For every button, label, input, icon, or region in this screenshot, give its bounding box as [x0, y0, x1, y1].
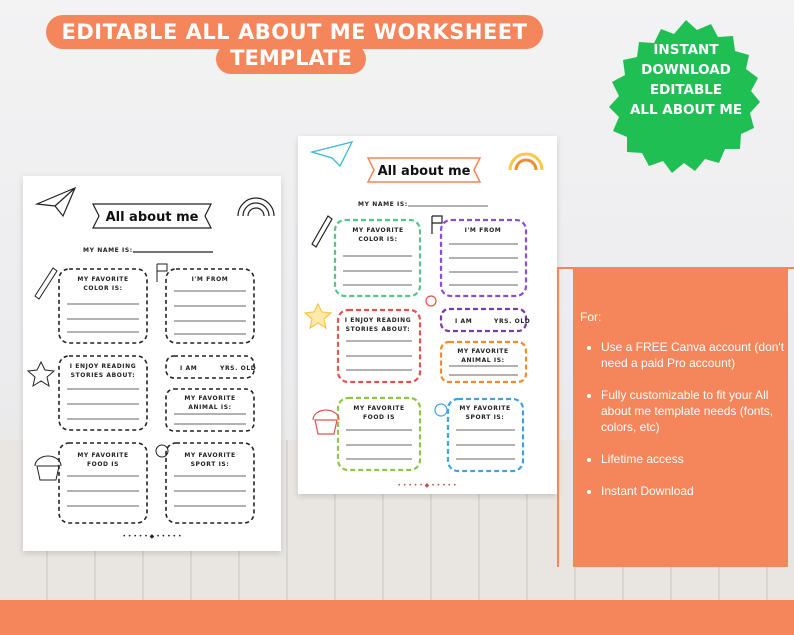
- info-heading: For:: [580, 310, 602, 324]
- crayon-icon: [35, 268, 57, 299]
- crayon-icon: [312, 216, 332, 247]
- cupcake-icon: [313, 410, 339, 434]
- feature-item: • Instant Download: [601, 483, 791, 499]
- reading-label-2-c: STORIES ABOUT:: [345, 326, 411, 333]
- name-label-color: MY NAME IS:: [358, 201, 408, 208]
- animal-label-2: ANIMAL IS:: [188, 404, 232, 411]
- name-label: MY NAME IS:: [83, 247, 133, 254]
- rainbow-icon: [238, 198, 274, 216]
- title-line-1: EDITABLE ALL ABOUT ME WORKSHEET: [61, 20, 528, 44]
- animal-label-2-c: ANIMAL IS:: [461, 357, 505, 364]
- sport-label-2-c: SPORT IS:: [465, 414, 505, 421]
- rainbow-icon: [510, 154, 542, 170]
- sheet-title: All about me: [105, 210, 199, 225]
- food-label-2: FOOD IS: [86, 461, 120, 468]
- badge-line-2: DOWNLOAD: [641, 62, 731, 78]
- sport-label-1: MY FAVORITE: [184, 452, 236, 459]
- divider-dots-color: • • • • • ◆ • • • • •: [397, 482, 457, 489]
- animal-label-1-c: MY FAVORITE: [457, 348, 509, 355]
- badge-line-3: EDITABLE: [649, 82, 723, 98]
- bottom-band: [0, 600, 794, 635]
- divider-dots: • • • • • ◆ • • • • •: [122, 533, 182, 540]
- cupcake-icon: [35, 456, 61, 480]
- badge-line-1: INSTANT: [653, 42, 719, 58]
- age-label-2: YRS. OLD: [220, 365, 257, 372]
- sport-label-2: SPORT IS:: [190, 461, 230, 468]
- age-label-1-c: I AM: [455, 318, 473, 325]
- food-label-2-c: FOOD IS: [362, 414, 396, 421]
- food-label-1-c: MY FAVORITE: [353, 405, 405, 412]
- medal-icon: [435, 404, 447, 416]
- badge-line-4: ALL ABOUT ME: [629, 102, 743, 118]
- title-line-2: TEMPLATE: [230, 46, 352, 70]
- balloons-icon: [426, 296, 436, 306]
- feature-item: • Fully customizable to fit your All about me template needs (fonts, colors, etc): [601, 387, 791, 435]
- worksheet-color-art: [298, 136, 557, 494]
- info-panel-frame-left: [557, 267, 559, 567]
- star-icon: [28, 362, 54, 386]
- title-banner-2: [216, 44, 366, 74]
- badge-text: [604, 40, 768, 120]
- color-label-2-c: COLOR IS:: [358, 236, 398, 243]
- age-label-2-c: YRS. OLD: [494, 318, 531, 325]
- animal-label-1: MY FAVORITE: [184, 395, 236, 402]
- reading-label-1: I ENJOY READING: [69, 363, 137, 370]
- from-label: I'M FROM: [191, 276, 229, 283]
- worksheet-bw: [23, 176, 281, 551]
- feature-list: [585, 339, 791, 515]
- color-label-2: COLOR IS:: [83, 285, 123, 292]
- from-label-c: I'M FROM: [464, 227, 502, 234]
- food-label-1: MY FAVORITE: [77, 452, 129, 459]
- worksheet-bw-art: [23, 176, 281, 551]
- feature-item: • Use a FREE Canva account (don't need a paid Pro account): [601, 339, 791, 371]
- info-panel: [573, 267, 788, 567]
- color-label-1: MY FAVORITE: [77, 276, 129, 283]
- paper-plane-icon: [312, 142, 352, 166]
- worksheet-color: [298, 136, 557, 494]
- sheet-title-color: All about me: [377, 164, 471, 179]
- sport-label-1-c: MY FAVORITE: [459, 405, 511, 412]
- feature-item: • Lifetime access: [601, 451, 791, 467]
- paper-plane-icon: [37, 188, 75, 216]
- reading-label-1-c: I ENJOY READING: [344, 317, 412, 324]
- color-label-1-c: MY FAVORITE: [352, 227, 404, 234]
- star-icon: [305, 304, 331, 328]
- reading-label-2: STORIES ABOUT:: [70, 372, 136, 379]
- flag-icon: [432, 216, 442, 234]
- age-label-1: I AM: [180, 365, 198, 372]
